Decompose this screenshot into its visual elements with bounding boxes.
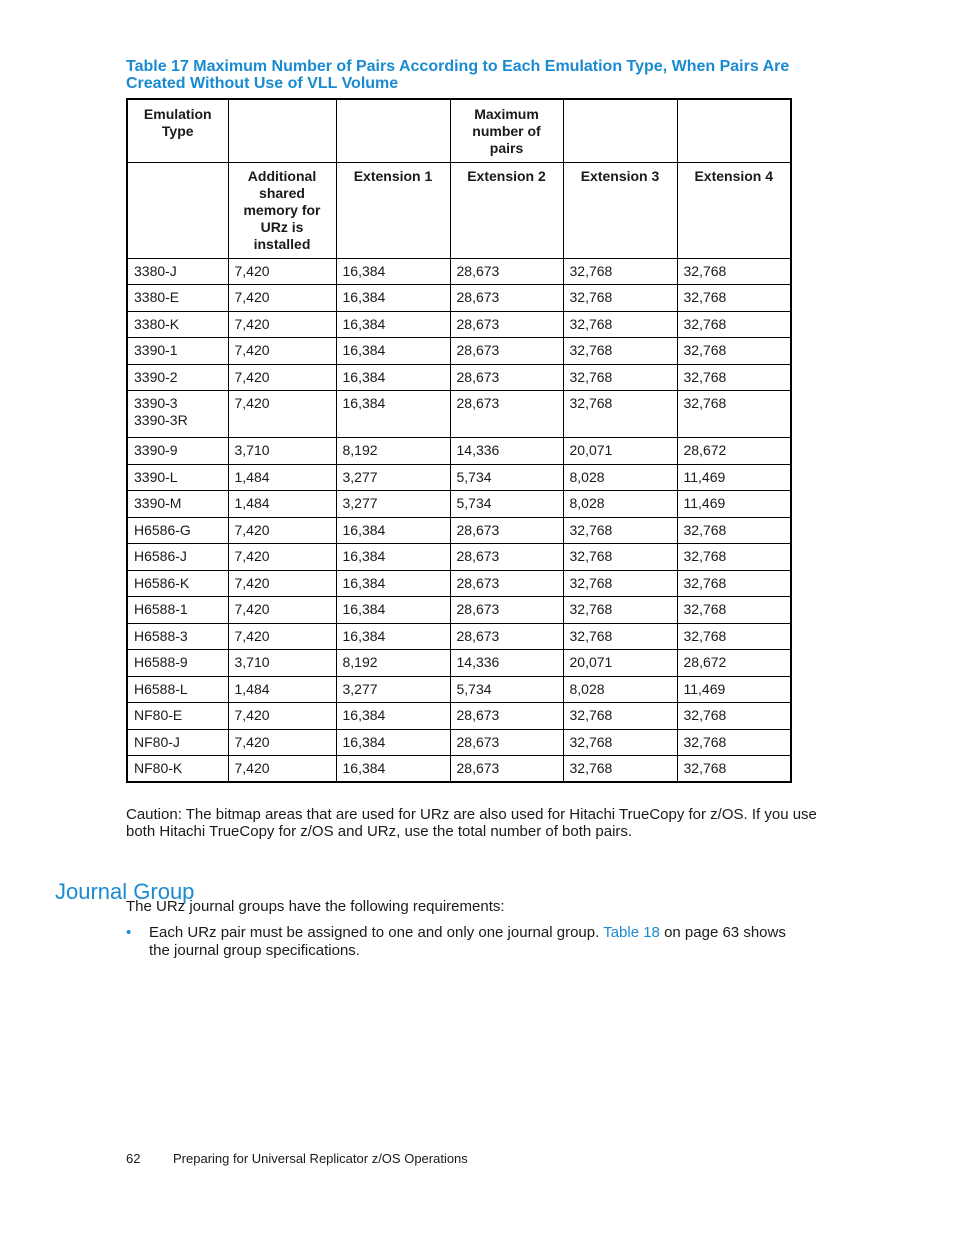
table-row — [127, 676, 791, 703]
pair-count-cell: 32,768 — [563, 544, 677, 571]
pair-count-cell: 28,673 — [450, 258, 563, 285]
bullet-text-after: on page 63 shows the journal group specifications. — [149, 924, 786, 959]
pair-count-cell: 16,384 — [336, 544, 450, 571]
bullet-icon: • — [126, 924, 132, 941]
pair-count-cell: 16,384 — [336, 338, 450, 365]
emulation-type-cell — [127, 544, 228, 571]
table-row — [127, 544, 791, 571]
emulation-type-cell — [127, 650, 228, 677]
pair-count-cell: 7,420 — [228, 285, 336, 312]
pair-count-cell: 32,768 — [677, 364, 791, 391]
table-row — [127, 285, 791, 312]
emulation-type: H6588-L — [134, 680, 188, 697]
pair-count-cell: 32,768 — [677, 517, 791, 544]
pair-count-cell: 8,192 — [336, 650, 450, 677]
pair-count-cell: 7,420 — [228, 703, 336, 730]
pair-count-cell: 32,768 — [677, 544, 791, 571]
emulation-type: 3390-L — [134, 468, 178, 485]
emulation-type: H6586-G — [134, 521, 191, 538]
emulation-type: 3380-E — [134, 289, 180, 305]
pair-count-cell: 3,277 — [336, 491, 450, 518]
header-row-2 — [127, 162, 791, 258]
section-intro: The URz journal groups have the following requirements: — [126, 898, 505, 915]
table-row — [127, 597, 791, 624]
table-row — [127, 650, 791, 677]
table-row — [127, 491, 791, 518]
pair-count-cell: 28,672 — [677, 438, 791, 465]
page-footer — [126, 1151, 468, 1166]
table-row — [127, 703, 791, 730]
pair-count-cell: 28,673 — [450, 517, 563, 544]
subheader-extension-1: Extension 1 — [336, 162, 450, 258]
emulation-type-cell — [127, 676, 228, 703]
pair-count-cell: 16,384 — [336, 364, 450, 391]
pair-count-cell: 3,277 — [336, 676, 450, 703]
emulation-type-cell — [127, 756, 228, 783]
emulation-type: 3390-9 — [134, 442, 178, 458]
pair-count-cell: 16,384 — [336, 623, 450, 650]
pair-count-cell: 1,484 — [228, 491, 336, 518]
table-row — [127, 570, 791, 597]
pair-count-cell: 1,484 — [228, 676, 336, 703]
pair-count-cell: 32,768 — [677, 729, 791, 756]
pair-count-cell: 32,768 — [677, 391, 791, 438]
bullet-text-before: Each URz pair must be assigned to one and only one journal group. — [149, 924, 604, 941]
table-body — [127, 258, 791, 782]
pair-count-cell: 32,768 — [677, 570, 791, 597]
pair-count-cell: 32,768 — [677, 285, 791, 312]
pair-count-cell: 32,768 — [677, 703, 791, 730]
pair-count-cell: 28,673 — [450, 285, 563, 312]
pair-count-cell: 32,768 — [677, 623, 791, 650]
pair-count-cell: 32,768 — [677, 597, 791, 624]
emulation-type: H6588-9 — [134, 654, 188, 670]
emulation-type-cell — [127, 285, 228, 312]
header-empty-cell — [336, 99, 450, 162]
pair-count-cell: 7,420 — [228, 756, 336, 783]
emulation-type: NF80-E — [134, 707, 183, 723]
pair-count-cell: 28,673 — [450, 703, 563, 730]
pair-count-cell: 20,071 — [563, 438, 677, 465]
table-row — [127, 756, 791, 783]
pair-count-cell: 28,673 — [450, 364, 563, 391]
pair-count-cell: 20,071 — [563, 650, 677, 677]
table-caption: Table 17 Maximum Number of Pairs According to Each Emulation Type, When Pairs Are Created Without Use of VLL Volume — [126, 58, 790, 92]
pair-count-cell: 7,420 — [228, 729, 336, 756]
pair-count-cell: 16,384 — [336, 311, 450, 338]
emulation-type-cell — [127, 438, 228, 465]
pair-count-cell: 32,768 — [563, 703, 677, 730]
pair-count-cell: 28,673 — [450, 597, 563, 624]
table-row — [127, 623, 791, 650]
emulation-type-cell — [127, 258, 228, 285]
pair-count-cell: 32,768 — [563, 258, 677, 285]
pair-count-cell: 3,710 — [228, 650, 336, 677]
pair-count-cell: 16,384 — [336, 258, 450, 285]
pair-count-cell: 7,420 — [228, 544, 336, 571]
emulation-type: H6586-K — [134, 574, 190, 591]
header-empty-cell — [677, 99, 791, 162]
pair-count-cell: 32,768 — [563, 285, 677, 312]
pair-count-cell: 28,672 — [677, 650, 791, 677]
emulation-type: 3380-K — [134, 315, 180, 332]
header-empty-cell — [563, 99, 677, 162]
pair-count-cell: 28,673 — [450, 729, 563, 756]
list-item-text — [149, 924, 786, 960]
pair-count-cell: 7,420 — [228, 364, 336, 391]
table-row — [127, 364, 791, 391]
pair-count-cell: 32,768 — [563, 338, 677, 365]
pair-count-cell: 8,028 — [563, 676, 677, 703]
pair-count-cell: 7,420 — [228, 338, 336, 365]
emulation-type-cell — [127, 391, 228, 438]
pair-count-cell: 32,768 — [563, 597, 677, 624]
pair-count-cell: 5,734 — [450, 491, 563, 518]
pair-count-cell: 28,673 — [450, 311, 563, 338]
subheader-extension-2: Extension 2 — [450, 162, 563, 258]
emulation-type: 3380-J — [134, 262, 177, 279]
emulation-type-cell — [127, 729, 228, 756]
pair-count-cell: 16,384 — [336, 729, 450, 756]
pair-count-cell: 7,420 — [228, 311, 336, 338]
pair-count-cell: 16,384 — [336, 570, 450, 597]
table-row — [127, 729, 791, 756]
pair-count-cell: 8,028 — [563, 491, 677, 518]
pair-count-cell: 7,420 — [228, 570, 336, 597]
subheader-additional-memory: Additional shared memory for URz is installed — [228, 162, 336, 258]
pair-count-cell: 32,768 — [563, 364, 677, 391]
table-row — [127, 517, 791, 544]
pair-count-cell: 7,420 — [228, 517, 336, 544]
table-18-link[interactable]: Table 18 — [603, 924, 660, 941]
pair-count-cell: 11,469 — [677, 676, 791, 703]
pair-count-cell: 28,673 — [450, 544, 563, 571]
emulation-type: H6588-1 — [134, 601, 188, 617]
emulation-type: H6586-J — [134, 548, 187, 564]
pair-count-cell: 32,768 — [677, 311, 791, 338]
header-empty-cell — [228, 99, 336, 162]
emulation-type-cell — [127, 364, 228, 391]
pair-count-cell: 1,484 — [228, 464, 336, 491]
pair-count-cell: 32,768 — [563, 391, 677, 438]
emulation-type-cell — [127, 491, 228, 518]
pair-count-cell: 3,277 — [336, 464, 450, 491]
max-pairs-table — [126, 98, 792, 783]
pair-count-cell: 11,469 — [677, 491, 791, 518]
table-row — [127, 464, 791, 491]
header-row-1 — [127, 99, 791, 162]
pair-count-cell: 5,734 — [450, 464, 563, 491]
pair-count-cell: 7,420 — [228, 258, 336, 285]
pair-count-cell: 32,768 — [563, 623, 677, 650]
emulation-type: 3390-1 — [134, 342, 178, 358]
pair-count-cell: 28,673 — [450, 338, 563, 365]
pair-count-cell: 32,768 — [677, 756, 791, 783]
table-row — [127, 311, 791, 338]
pair-count-cell: 7,420 — [228, 391, 336, 438]
emulation-type-cell — [127, 703, 228, 730]
header-max-pairs: Maximum number of pairs — [450, 99, 563, 162]
pair-count-cell: 32,768 — [563, 570, 677, 597]
pair-count-cell: 14,336 — [450, 650, 563, 677]
emulation-type-cell — [127, 623, 228, 650]
pair-count-cell: 28,673 — [450, 756, 563, 783]
pair-count-cell: 11,469 — [677, 464, 791, 491]
subheader-extension-4: Extension 4 — [677, 162, 791, 258]
pair-count-cell: 32,768 — [563, 517, 677, 544]
table-row — [127, 338, 791, 365]
subheader-extension-3: Extension 3 — [563, 162, 677, 258]
pair-count-cell: 32,768 — [563, 311, 677, 338]
header-empty-cell — [127, 162, 228, 258]
caution-note: Caution: The bitmap areas that are used for URz are also used for Hitachi TrueCopy for z/OS. If you use both Hitachi TrueCopy for z/OS and URz, use the total number of both pairs. — [126, 806, 817, 840]
emulation-type-cell — [127, 311, 228, 338]
pair-count-cell: 16,384 — [336, 703, 450, 730]
pair-count-cell: 32,768 — [563, 756, 677, 783]
pair-count-cell: 8,192 — [336, 438, 450, 465]
emulation-type-cell — [127, 597, 228, 624]
pair-count-cell: 32,768 — [677, 258, 791, 285]
header-emulation-type: Emulation Type — [127, 99, 228, 162]
pair-count-cell: 7,420 — [228, 597, 336, 624]
table-row — [127, 438, 791, 465]
pair-count-cell: 28,673 — [450, 570, 563, 597]
emulation-type: 3390-2 — [134, 368, 178, 385]
pair-count-cell: 14,336 — [450, 438, 563, 465]
pair-count-cell: 32,768 — [677, 338, 791, 365]
emulation-type-cell — [127, 517, 228, 544]
pair-count-cell: 32,768 — [563, 729, 677, 756]
pair-count-cell: 3,710 — [228, 438, 336, 465]
footer-title: Preparing for Universal Replicator z/OS Operations — [173, 1151, 468, 1166]
pair-count-cell: 16,384 — [336, 597, 450, 624]
section-title: Journal Group — [55, 879, 195, 905]
emulation-type: 3390-M — [134, 495, 182, 511]
list-item — [126, 924, 786, 960]
emulation-type: H6588-3 — [134, 627, 188, 644]
pair-count-cell: 7,420 — [228, 623, 336, 650]
pair-count-cell: 16,384 — [336, 285, 450, 312]
emulation-type: 3390-3R — [134, 412, 188, 428]
emulation-type-cell — [127, 338, 228, 365]
pair-count-cell: 28,673 — [450, 391, 563, 438]
pair-count-cell: 28,673 — [450, 623, 563, 650]
emulation-type: 3390-3 — [134, 395, 178, 411]
page-number: 62 — [126, 1151, 141, 1166]
emulation-type-cell — [127, 464, 228, 491]
emulation-type-cell — [127, 570, 228, 597]
pair-count-cell: 8,028 — [563, 464, 677, 491]
pair-count-cell: 5,734 — [450, 676, 563, 703]
emulation-type: NF80-J — [134, 733, 180, 750]
emulation-type: NF80-K — [134, 760, 183, 776]
pair-count-cell: 16,384 — [336, 517, 450, 544]
pair-count-cell: 16,384 — [336, 391, 450, 438]
table-row — [127, 391, 791, 438]
table-row — [127, 258, 791, 285]
pair-count-cell: 16,384 — [336, 756, 450, 783]
